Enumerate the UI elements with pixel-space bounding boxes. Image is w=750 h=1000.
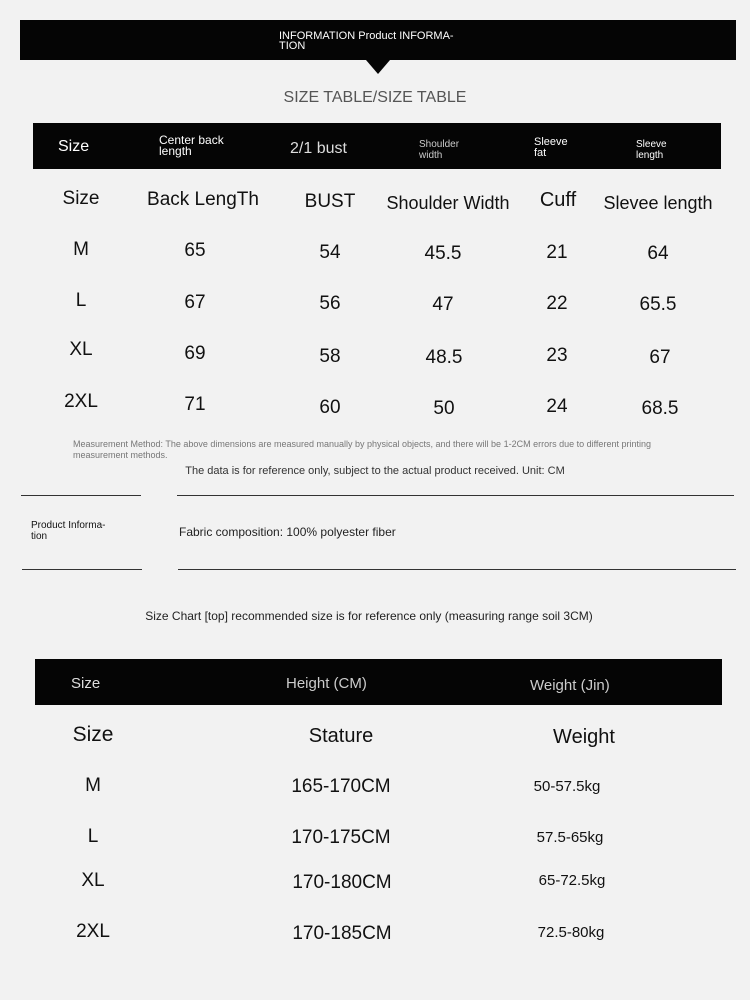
cell-sleeve-length: 68.5: [641, 398, 679, 419]
cell-size: L: [87, 826, 99, 847]
cell-bust: 54: [319, 242, 341, 263]
cell-shoulder-width: 50: [433, 398, 455, 419]
column-cuff: Cuff: [539, 189, 577, 211]
cell-cuff: 21: [546, 242, 568, 263]
column-back-length: Back LengTh: [147, 189, 259, 210]
cell-weight: 72.5-80kg: [537, 924, 605, 941]
fabric-composition: Fabric composition: 100% polyester fiber: [179, 525, 396, 539]
cell-size: 2XL: [76, 921, 110, 942]
cell-stature: 170-180CM: [292, 872, 392, 893]
cell-back-length: 71: [184, 394, 206, 415]
cell-stature: 170-175CM: [291, 827, 391, 848]
divider-left-top: [21, 495, 141, 496]
product-information-line2: tion: [31, 531, 48, 542]
divider-right-top: [177, 495, 734, 496]
cell-sleeve-length: 67: [649, 347, 671, 368]
cell-shoulder-width: 45.5: [424, 243, 462, 264]
cell-size: XL: [81, 870, 105, 891]
banner-title-line2: TION: [279, 40, 306, 52]
reference-note: The data is for reference only, subject to the actual product received. Unit: CM: [185, 465, 565, 477]
cell-size: M: [85, 775, 101, 796]
size-table-title: SIZE TABLE/SIZE TABLE: [283, 89, 467, 106]
header-height: Height (CM): [286, 675, 367, 692]
banner-title-line1: INFORMATION Product INFORMA-: [279, 30, 454, 42]
cell-back-length: 67: [184, 292, 206, 313]
column-sleeve-length: Slevee length: [603, 193, 713, 213]
cell-cuff: 24: [546, 396, 568, 417]
column-weight: Weight: [553, 726, 615, 748]
cell-stature: 170-185CM: [292, 923, 392, 944]
banner-title: [279, 31, 469, 51]
cell-sleeve-length: 64: [647, 243, 669, 264]
cell-size: 2XL: [64, 391, 98, 412]
header-size: Size: [71, 675, 101, 692]
cell-weight: 65-72.5kg: [538, 872, 606, 889]
header-half-bust: 2/1 bust: [290, 140, 347, 157]
banner-pointer: [366, 60, 390, 74]
column-size: Size: [62, 188, 100, 209]
cell-stature: 165-170CM: [291, 776, 391, 797]
size-chart-header-bar: [35, 659, 722, 705]
header-sleeve-length: Sleeve length: [636, 139, 667, 161]
cell-back-length: 65: [184, 240, 206, 261]
product-information-line1: Product Informa-: [31, 520, 106, 531]
column-bust: BUST: [304, 191, 356, 212]
cell-bust: 58: [319, 346, 341, 367]
column-size: Size: [72, 723, 114, 746]
divider-left-bottom: [22, 569, 142, 570]
header-sleeve-fat: Sleeve fat: [534, 136, 568, 159]
cell-bust: 60: [319, 397, 341, 418]
header-weight: Weight (Jin): [530, 677, 610, 694]
cell-size: L: [75, 290, 87, 311]
divider-right-bottom: [178, 569, 736, 570]
cell-cuff: 23: [546, 345, 568, 366]
size-table-header-bar: [33, 123, 721, 169]
cell-shoulder-width: 48.5: [425, 347, 463, 368]
column-stature: Stature: [308, 725, 374, 747]
measurement-method-note: Measurement Method: The above dimensions are measured manually by physical objects, and there will be 1-2CM errors due to different printing measurement methods.: [73, 439, 651, 460]
product-information-label: [31, 520, 105, 542]
cell-cuff: 22: [546, 293, 568, 314]
cell-sleeve-length: 65.5: [639, 294, 677, 315]
cell-back-length: 69: [184, 343, 206, 364]
cell-weight: 50-57.5kg: [533, 778, 601, 795]
header-center-back-length: Center back length: [159, 133, 224, 158]
cell-bust: 56: [319, 293, 341, 314]
size-chart-note: Size Chart [top] recommended size is for reference only (measuring range soil 3CM): [145, 609, 593, 623]
column-shoulder-width: Shoulder Width: [386, 193, 510, 213]
cell-size: M: [73, 239, 89, 260]
cell-shoulder-width: 47: [432, 294, 454, 315]
cell-weight: 57.5-65kg: [536, 829, 604, 846]
cell-size: XL: [69, 339, 93, 360]
header-shoulder-width: Shoulder width: [419, 139, 460, 161]
header-size: Size: [58, 138, 90, 155]
